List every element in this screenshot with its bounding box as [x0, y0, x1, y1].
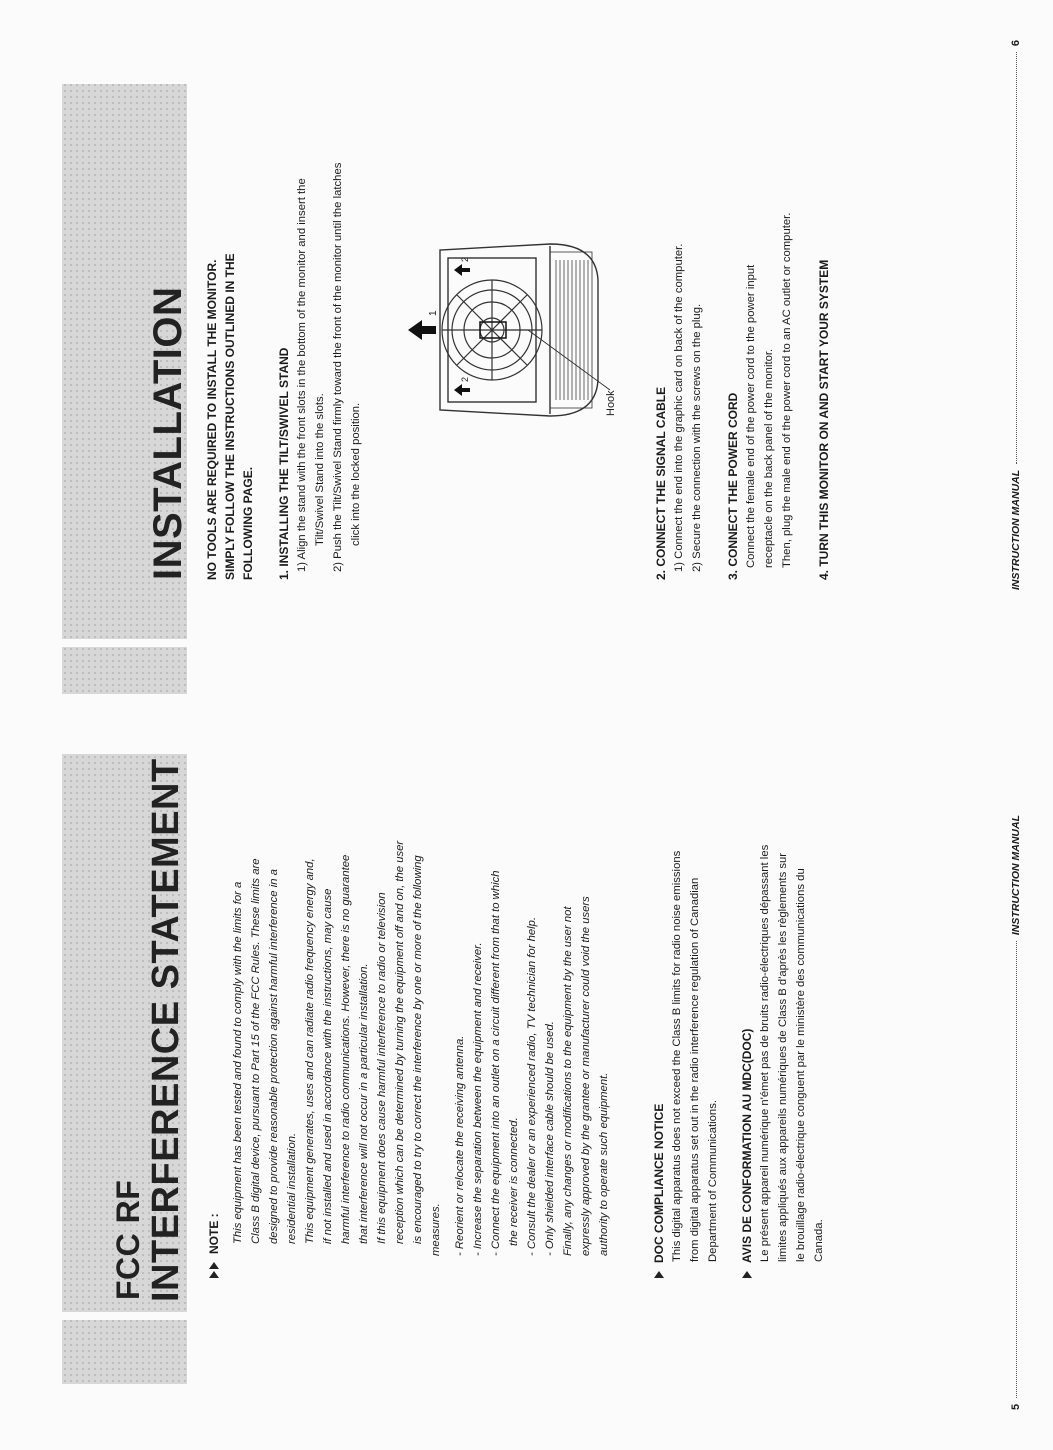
note-line: residential installation.: [286, 1132, 298, 1244]
step-1-heading: 1. INSTALLING THE TILT/SWIVEL STAND: [277, 347, 291, 580]
up-arrow-icon: [408, 320, 436, 340]
avis-line: Le présent appareil numérique n'émet pas de bruits radio-électriques dépassant les: [759, 844, 771, 1262]
diagram-label-2: 2: [460, 256, 470, 262]
note-line: If this equipment does cause harmful interference to radio or television: [376, 892, 388, 1244]
page-number: 5: [1010, 1403, 1022, 1410]
avis-heading: AVIS DE CONFORMATION AU MDC(DOC): [740, 1028, 754, 1263]
fcc-page: [0, 725, 1053, 1450]
step-3-line: receptacle on the back panel of the monitor.: [763, 348, 775, 568]
measure-item: Finally, any changes or modifications to the equipment by the user not: [562, 906, 574, 1256]
step-4-section: [815, 20, 833, 580]
doc-line: This digital apparatus does not exceed the Class B limits for radio noise emissions: [671, 850, 683, 1262]
intro-line: FOLLOWING PAGE.: [241, 466, 255, 580]
doc-line: Department of Communications.: [707, 1100, 719, 1262]
avis-section: [738, 738, 828, 1278]
note-line: designed to provide reasonable protection against harmful interference in a: [268, 869, 280, 1244]
step-1-line: Tilt/Swivel Stand into the slots.: [314, 393, 326, 546]
hook-label: Hook: [605, 390, 617, 416]
note-line: reception which can be determined by turning the equipment off and on, the user: [394, 840, 406, 1244]
measure-item: - Increase the separation between the equipment and receiver.: [472, 942, 484, 1256]
stand-installation-diagram: [400, 215, 620, 430]
measure-item: expressly approved by the grantee or manufacturer could void the users: [580, 896, 592, 1256]
double-arrow-icon: [207, 1254, 221, 1278]
page-title: INTERFERENCE STATEMENT: [145, 758, 187, 1302]
doc-heading: DOC COMPLIANCE NOTICE: [652, 1103, 666, 1263]
footer-label: INSTRUCTION MANUAL: [1010, 469, 1022, 590]
step-2-line: 1) Connect the end into the graphic card on back of the computer.: [673, 243, 685, 572]
step-3-line: Connect the female end of the power cord to the power input: [745, 264, 757, 568]
dotted-leader: [1016, 941, 1017, 1398]
step-2-heading: 2. CONNECT THE SIGNAL CABLE: [654, 386, 668, 580]
band-divider: [62, 639, 187, 647]
note-body: [229, 758, 427, 1278]
band-divider: [62, 1312, 187, 1320]
measure-item: authority to operate such equipment.: [598, 1072, 610, 1256]
step-3-line: Then, plug the male end of the power cord to an AC outlet or computer.: [781, 212, 793, 568]
step-2-line: 2) Secure the connection with the screws on the plug.: [691, 303, 703, 572]
doc-line: from digital apparatus set out in the radio interference regulation of Canadian: [689, 877, 701, 1262]
measure-item: - Reorient or relocate the receiving antenna.: [454, 1035, 466, 1256]
step-2-section: [652, 20, 706, 580]
right-footer: [1010, 40, 1022, 590]
dotted-leader: [1016, 52, 1017, 464]
note-line: if not installed and used in accordance with the instructions, may cause: [322, 888, 334, 1244]
step-1-line: 2) Push the Tilt/Swivel Stand firmly toward the front of the monitor until the latches: [332, 162, 344, 572]
page-subtitle: FCC RF: [110, 1179, 146, 1300]
page-title: INSTALLATION: [146, 286, 190, 580]
page-number: 6: [1010, 40, 1022, 47]
measures-list: [451, 758, 613, 1278]
step-1-line: 1) Align the stand with the front slots in the bottom of the monitor and insert the: [296, 178, 308, 572]
intro-line: SIMPLY FOLLOW THE INSTRUCTIONS OUTLINED IN THE: [223, 253, 237, 580]
left-footer: [1010, 815, 1022, 1410]
step-3-heading: 3. CONNECT THE POWER CORD: [726, 392, 740, 580]
triangle-bullet-icon: [742, 1271, 752, 1278]
footer-label: INSTRUCTION MANUAL: [1010, 815, 1022, 936]
note-line: is encouraged to try to correct the interference by one or more of the following: [412, 855, 424, 1244]
note-line: This equipment has been tested and found to comply with the limits for a: [232, 881, 244, 1244]
vent-grille: [556, 260, 588, 400]
triangle-bullet-icon: [654, 1271, 664, 1278]
measure-item: the receiver is connected.: [508, 1117, 520, 1246]
diagram-label-2: 2: [460, 376, 470, 382]
step-1-section: [275, 0, 365, 580]
note-line: measures.: [430, 1203, 442, 1256]
step-4-heading: 4. TURN THIS MONITOR ON AND START YOUR SYSTEM: [817, 259, 831, 580]
note-line: that interference will not occur in a particular installation.: [358, 963, 370, 1244]
diagram-label-1: 1: [428, 310, 439, 316]
measure-item: - Only shielded interface cable should be used.: [544, 1021, 556, 1256]
avis-line: limites appliqués aux appareils numériques de Class B d'après les règlements sur: [777, 852, 789, 1262]
doc-compliance-section: [650, 748, 722, 1278]
avis-line: le brouillage radio-électrique conguent par le ministère des communications du: [795, 868, 807, 1262]
measure-item: - Consult the dealer or an experienced radio, TV technician for help.: [526, 916, 538, 1256]
note-section: [205, 758, 613, 1278]
avis-line: Canada.: [813, 1219, 825, 1262]
note-line: harmful interference to radio communications. However, there is no guarantee: [340, 854, 352, 1244]
measure-item: - Connect the equipment into an outlet on a circuit different from that to which: [490, 870, 502, 1256]
note-heading: NOTE :: [207, 1213, 221, 1254]
step-1-line: click into the locked position.: [350, 402, 362, 546]
intro-line: NO TOOLS ARE REQUIRED TO INSTALL THE MONITOR.: [205, 259, 219, 580]
intro-text: [203, 40, 257, 580]
note-line: Class B digital device, pursuant to Part 15 of the FCC Rules. These limits are: [250, 858, 262, 1244]
step-3-section: [724, 20, 796, 580]
note-line: This equipment generates, uses and can radiate radio frequency energy and,: [304, 858, 316, 1244]
